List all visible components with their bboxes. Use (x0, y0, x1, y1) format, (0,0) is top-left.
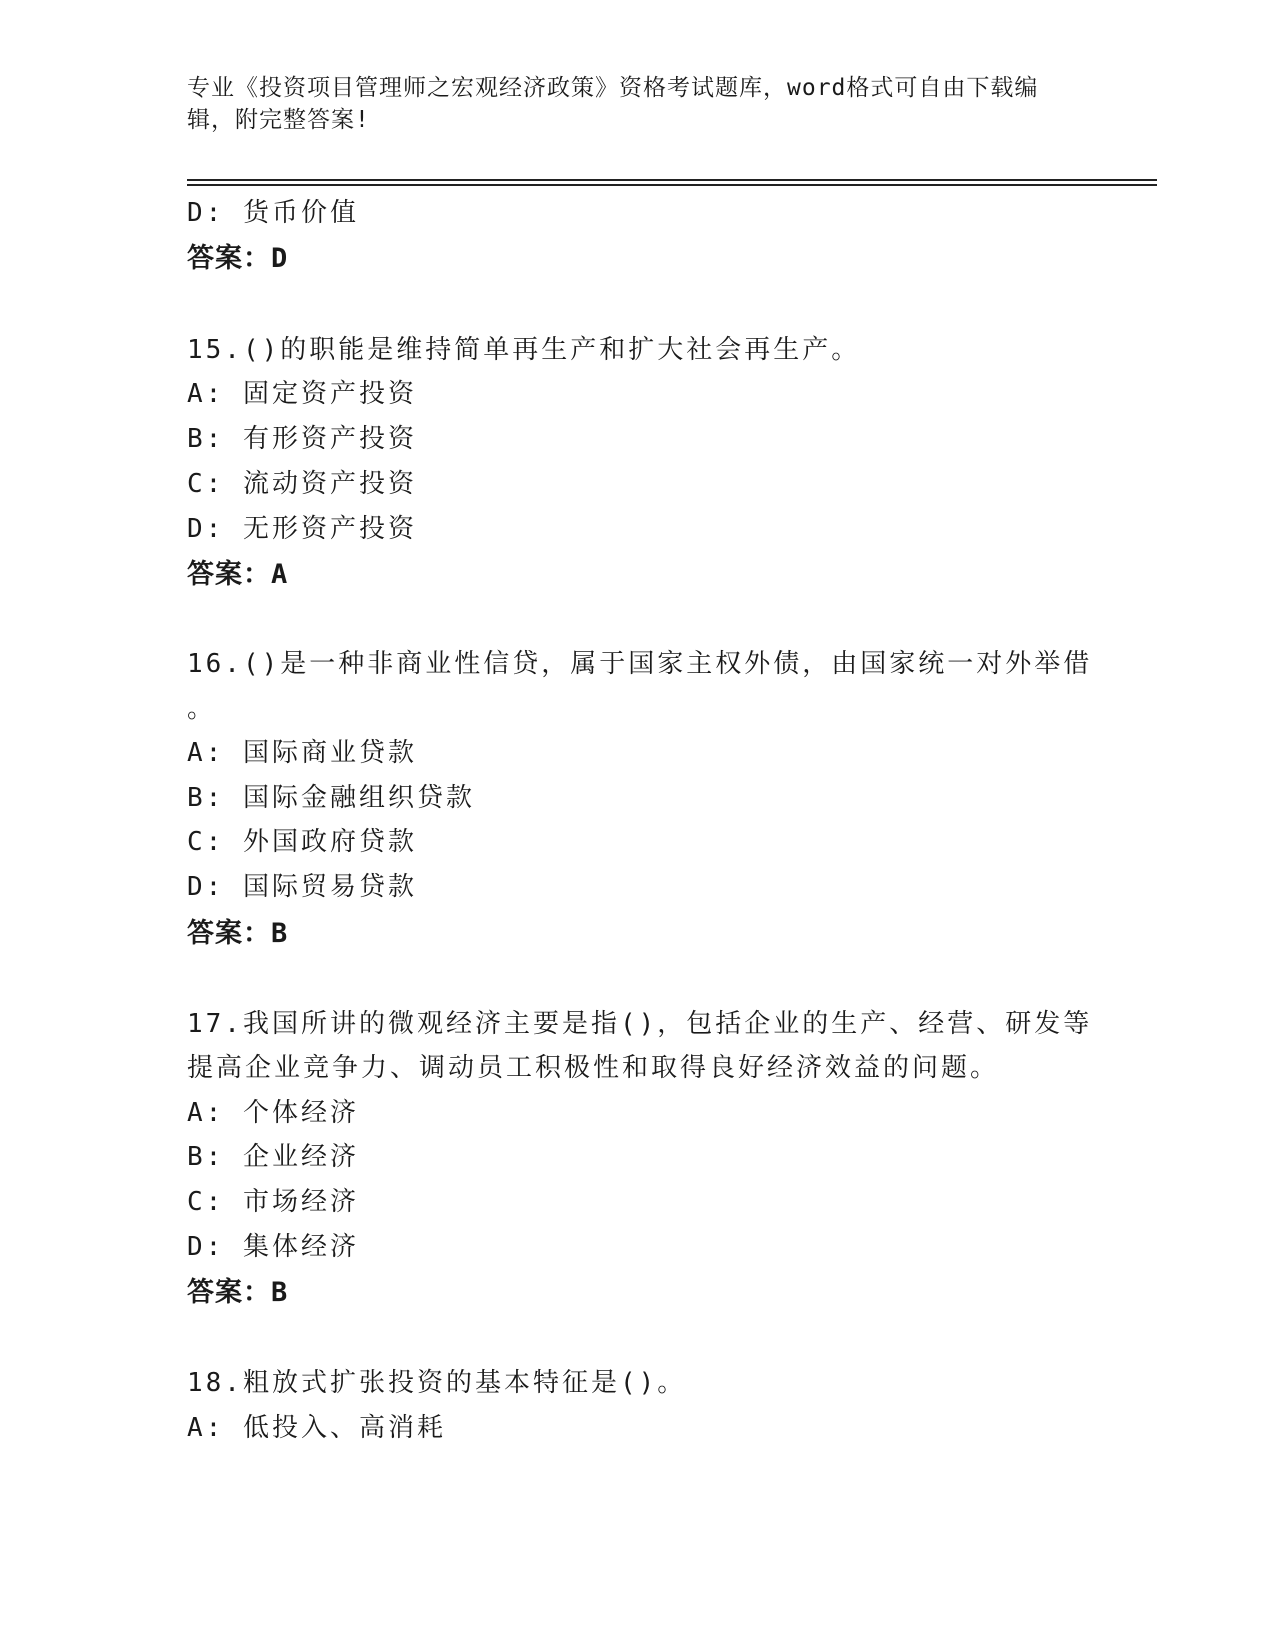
q15-answer: 答案：A (187, 559, 289, 590)
q16-option-a: A: 国际商业贷款 (187, 738, 417, 768)
q14-option-d: D: 货币价值 (187, 198, 359, 228)
q17-option-c: C: 市场经济 (187, 1187, 359, 1217)
q17-option-a: A: 个体经济 (187, 1098, 359, 1128)
q17-option-d: D: 集体经济 (187, 1232, 359, 1262)
q17-answer: 答案：B (187, 1277, 289, 1308)
q16-option-d: D: 国际贸易贷款 (187, 872, 417, 902)
q15-option-d: D: 无形资产投资 (187, 514, 417, 544)
q15-question: 15.()的职能是维持简单再生产和扩大社会再生产。 (187, 335, 861, 365)
q17-question-line-2: 提高企业竞争力、调动员工积极性和取得良好经济效益的问题。 (187, 1053, 1000, 1083)
q17-option-b: B: 企业经济 (187, 1142, 359, 1172)
q18-option-a: A: 低投入、高消耗 (187, 1413, 446, 1443)
header-divider-bottom (187, 184, 1157, 186)
header-divider-top (187, 179, 1157, 181)
q18-question: 18.粗放式扩张投资的基本特征是()。 (187, 1368, 687, 1398)
q16-question-line-1: 16.()是一种非商业性信贷，属于国家主权外债，由国家统一对外举借 (187, 649, 1093, 679)
header-line-2: 辑，附完整答案! (187, 107, 370, 133)
q15-option-c: C: 流动资产投资 (187, 469, 417, 499)
q16-option-b: B: 国际金融组织贷款 (187, 783, 475, 813)
q14-answer: 答案：D (187, 243, 289, 274)
header-line-1: 专业《投资项目管理师之宏观经济政策》资格考试题库，word格式可自由下载编 (187, 75, 1039, 101)
q17-question-line-1: 17.我国所讲的微观经济主要是指()，包括企业的生产、经营、研发等 (187, 1009, 1093, 1039)
q15-option-b: B: 有形资产投资 (187, 424, 417, 454)
q16-question-line-2: 。 (187, 694, 217, 724)
q16-answer: 答案：B (187, 918, 289, 949)
q16-option-c: C: 外国政府贷款 (187, 827, 417, 857)
q15-option-a: A: 固定资产投资 (187, 379, 417, 409)
page-header (187, 72, 1067, 136)
